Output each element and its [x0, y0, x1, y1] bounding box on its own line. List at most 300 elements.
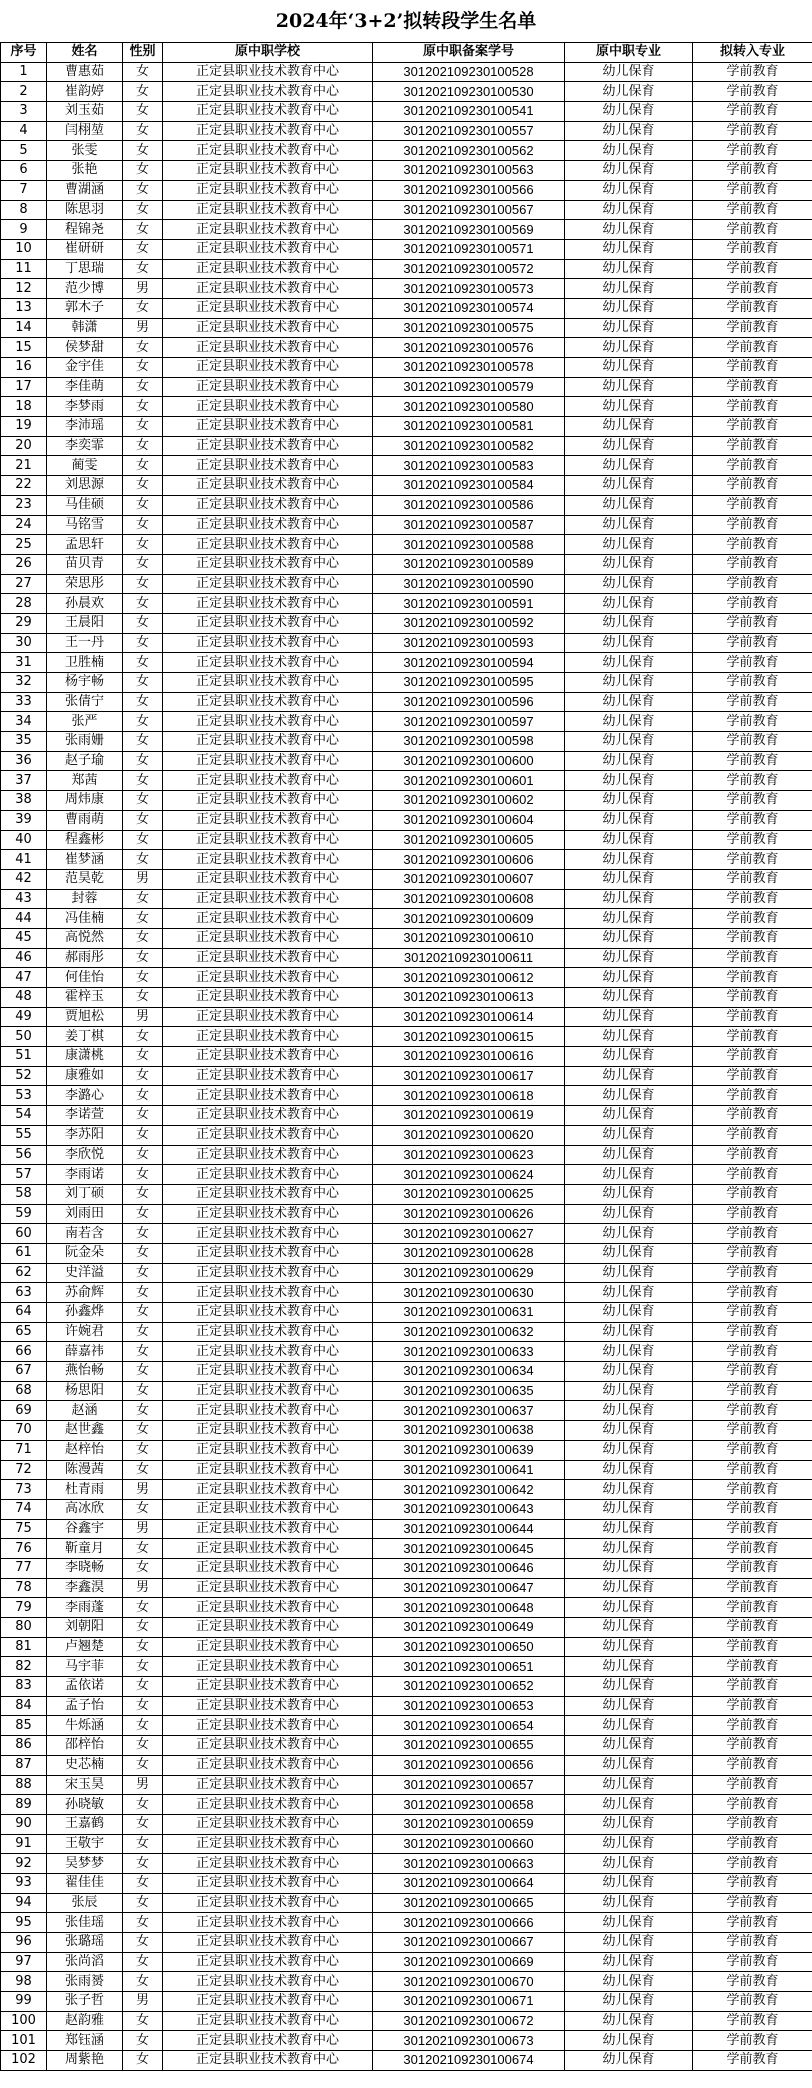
row-number: 22	[1, 476, 47, 496]
registration-number: 301202109230100626	[373, 1204, 565, 1224]
row-number: 55	[1, 1125, 47, 1145]
target-major: 学前教育	[693, 1086, 812, 1106]
student-gender: 女	[123, 613, 163, 633]
origin-school: 正定县职业技术教育中心	[163, 121, 373, 141]
row-number: 35	[1, 732, 47, 752]
table-row	[1, 988, 812, 1008]
table-row	[1, 1972, 812, 1992]
registration-number: 301202109230100623	[373, 1145, 565, 1165]
registration-number: 301202109230100648	[373, 1598, 565, 1618]
column-header: 序号	[1, 43, 47, 63]
student-gender: 女	[123, 909, 163, 929]
table-row	[1, 1106, 812, 1126]
origin-major: 幼儿保育	[565, 1106, 693, 1126]
registration-number: 301202109230100669	[373, 1952, 565, 1972]
registration-number: 301202109230100569	[373, 220, 565, 240]
registration-number: 301202109230100582	[373, 436, 565, 456]
origin-school: 正定县职业技术教育中心	[163, 1027, 373, 1047]
table-row	[1, 1480, 812, 1500]
row-number: 71	[1, 1440, 47, 1460]
student-name: 孟依诺	[47, 1677, 123, 1697]
registration-number: 301202109230100562	[373, 141, 565, 161]
origin-major: 幼儿保育	[565, 259, 693, 279]
origin-major: 幼儿保育	[565, 1716, 693, 1736]
row-number: 14	[1, 318, 47, 338]
table-row	[1, 180, 812, 200]
student-gender: 女	[123, 1618, 163, 1638]
origin-major: 幼儿保育	[565, 1795, 693, 1815]
origin-school: 正定县职业技术教育中心	[163, 377, 373, 397]
registration-number: 301202109230100575	[373, 318, 565, 338]
origin-school: 正定县职业技术教育中心	[163, 948, 373, 968]
row-number: 26	[1, 554, 47, 574]
origin-school: 正定县职业技术教育中心	[163, 1184, 373, 1204]
student-gender: 女	[123, 1637, 163, 1657]
table-row	[1, 318, 812, 338]
student-gender: 女	[123, 1558, 163, 1578]
target-major: 学前教育	[693, 1558, 812, 1578]
registration-number: 301202109230100671	[373, 1992, 565, 2012]
row-number: 85	[1, 1716, 47, 1736]
registration-number: 301202109230100624	[373, 1165, 565, 1185]
registration-number: 301202109230100566	[373, 180, 565, 200]
student-gender: 女	[123, 712, 163, 732]
table-row	[1, 673, 812, 693]
student-gender: 女	[123, 1873, 163, 1893]
row-number: 41	[1, 850, 47, 870]
student-gender: 女	[123, 1027, 163, 1047]
registration-number: 301202109230100637	[373, 1401, 565, 1421]
student-gender: 女	[123, 397, 163, 417]
table-row	[1, 1342, 812, 1362]
table-row	[1, 1243, 812, 1263]
table-row	[1, 1598, 812, 1618]
row-number: 25	[1, 535, 47, 555]
origin-school: 正定县职业技术教育中心	[163, 1952, 373, 1972]
row-number: 44	[1, 909, 47, 929]
student-gender: 女	[123, 1342, 163, 1362]
student-name: 李雨诺	[47, 1165, 123, 1185]
column-header: 拟转入专业	[693, 43, 812, 63]
origin-school: 正定县职业技术教育中心	[163, 495, 373, 515]
student-gender: 女	[123, 456, 163, 476]
row-number: 87	[1, 1755, 47, 1775]
origin-major: 幼儿保育	[565, 909, 693, 929]
origin-major: 幼儿保育	[565, 791, 693, 811]
student-gender: 女	[123, 476, 163, 496]
student-name: 李梦雨	[47, 397, 123, 417]
origin-school: 正定县职业技术教育中心	[163, 2031, 373, 2051]
student-name: 贾旭松	[47, 1007, 123, 1027]
row-number: 101	[1, 2031, 47, 2051]
row-number: 61	[1, 1243, 47, 1263]
row-number: 16	[1, 358, 47, 378]
registration-number: 301202109230100663	[373, 1854, 565, 1874]
target-major: 学前教育	[693, 850, 812, 870]
student-table	[0, 42, 812, 2071]
origin-major: 幼儿保育	[565, 62, 693, 82]
table-row	[1, 1362, 812, 1382]
student-name: 范昊乾	[47, 869, 123, 889]
row-number: 75	[1, 1519, 47, 1539]
registration-number: 301202109230100571	[373, 239, 565, 259]
registration-number: 301202109230100674	[373, 2051, 565, 2071]
row-number: 89	[1, 1795, 47, 1815]
table-row	[1, 82, 812, 102]
origin-major: 幼儿保育	[565, 1086, 693, 1106]
origin-major: 幼儿保育	[565, 180, 693, 200]
origin-school: 正定县职业技术教育中心	[163, 1618, 373, 1638]
target-major: 学前教育	[693, 318, 812, 338]
column-header: 原中职专业	[565, 43, 693, 63]
origin-school: 正定县职业技术教育中心	[163, 1401, 373, 1421]
origin-school: 正定县职业技术教育中心	[163, 62, 373, 82]
table-row	[1, 1952, 812, 1972]
origin-school: 正定县职业技术教育中心	[163, 830, 373, 850]
origin-school: 正定县职业技术教育中心	[163, 397, 373, 417]
row-number: 78	[1, 1578, 47, 1598]
row-number: 96	[1, 1933, 47, 1953]
origin-school: 正定县职业技术教育中心	[163, 417, 373, 437]
student-gender: 男	[123, 1578, 163, 1598]
origin-major: 幼儿保育	[565, 1362, 693, 1382]
origin-major: 幼儿保育	[565, 1677, 693, 1697]
student-name: 闫栩堃	[47, 121, 123, 141]
student-gender: 男	[123, 1992, 163, 2012]
origin-school: 正定县职业技术教育中心	[163, 2051, 373, 2071]
origin-major: 幼儿保育	[565, 476, 693, 496]
student-name: 孙晨欢	[47, 594, 123, 614]
origin-school: 正定县职业技术教育中心	[163, 220, 373, 240]
table-row	[1, 1283, 812, 1303]
registration-number: 301202109230100598	[373, 732, 565, 752]
origin-major: 幼儿保育	[565, 239, 693, 259]
table-row	[1, 928, 812, 948]
table-row	[1, 1578, 812, 1598]
origin-school: 正定县职业技术教育中心	[163, 239, 373, 259]
registration-number: 301202109230100578	[373, 358, 565, 378]
registration-number: 301202109230100620	[373, 1125, 565, 1145]
origin-major: 幼儿保育	[565, 1913, 693, 1933]
table-row	[1, 810, 812, 830]
row-number: 27	[1, 574, 47, 594]
student-gender: 女	[123, 1598, 163, 1618]
target-major: 学前教育	[693, 180, 812, 200]
target-major: 学前教育	[693, 1204, 812, 1224]
registration-number: 301202109230100602	[373, 791, 565, 811]
origin-school: 正定县职业技术教育中心	[163, 102, 373, 122]
student-name: 孙晓敏	[47, 1795, 123, 1815]
table-row	[1, 102, 812, 122]
registration-number: 301202109230100625	[373, 1184, 565, 1204]
student-gender: 女	[123, 1184, 163, 1204]
table-row	[1, 1224, 812, 1244]
registration-number: 301202109230100635	[373, 1381, 565, 1401]
registration-number: 301202109230100607	[373, 869, 565, 889]
origin-major: 幼儿保育	[565, 1814, 693, 1834]
row-number: 7	[1, 180, 47, 200]
student-gender: 女	[123, 1440, 163, 1460]
origin-major: 幼儿保育	[565, 712, 693, 732]
registration-number: 301202109230100588	[373, 535, 565, 555]
table-row	[1, 1303, 812, 1323]
table-row	[1, 259, 812, 279]
row-number: 19	[1, 417, 47, 437]
registration-number: 301202109230100641	[373, 1460, 565, 1480]
student-name: 曹惠茹	[47, 62, 123, 82]
student-name: 马佳硕	[47, 495, 123, 515]
table-row	[1, 948, 812, 968]
origin-major: 幼儿保育	[565, 1499, 693, 1519]
origin-major: 幼儿保育	[565, 2051, 693, 2071]
target-major: 学前教育	[693, 200, 812, 220]
student-name: 崔梦涵	[47, 850, 123, 870]
target-major: 学前教育	[693, 1421, 812, 1441]
row-number: 77	[1, 1558, 47, 1578]
origin-school: 正定县职业技术教育中心	[163, 318, 373, 338]
origin-major: 幼儿保育	[565, 141, 693, 161]
registration-number: 301202109230100633	[373, 1342, 565, 1362]
target-major: 学前教育	[693, 1657, 812, 1677]
table-row	[1, 1558, 812, 1578]
origin-school: 正定县职业技术教育中心	[163, 633, 373, 653]
target-major: 学前教育	[693, 1873, 812, 1893]
student-gender: 女	[123, 1972, 163, 1992]
row-number: 36	[1, 751, 47, 771]
origin-school: 正定县职业技术教育中心	[163, 1303, 373, 1323]
registration-number: 301202109230100567	[373, 200, 565, 220]
registration-number: 301202109230100634	[373, 1362, 565, 1382]
origin-school: 正定县职业技术教育中心	[163, 673, 373, 693]
student-gender: 女	[123, 1283, 163, 1303]
origin-school: 正定县职业技术教育中心	[163, 712, 373, 732]
row-number: 73	[1, 1480, 47, 1500]
origin-major: 幼儿保育	[565, 1598, 693, 1618]
row-number: 50	[1, 1027, 47, 1047]
origin-school: 正定县职业技术教育中心	[163, 988, 373, 1008]
registration-number: 301202109230100642	[373, 1480, 565, 1500]
student-gender: 女	[123, 810, 163, 830]
registration-number: 301202109230100583	[373, 456, 565, 476]
student-name: 张辰	[47, 1893, 123, 1913]
origin-school: 正定县职业技术教育中心	[163, 1362, 373, 1382]
target-major: 学前教育	[693, 62, 812, 82]
row-number: 76	[1, 1539, 47, 1559]
registration-number: 301202109230100651	[373, 1657, 565, 1677]
student-name: 赵梓怡	[47, 1440, 123, 1460]
origin-school: 正定县职业技术教育中心	[163, 1165, 373, 1185]
table-row	[1, 1440, 812, 1460]
page-title: 2024年‘3+2’拟转段学生名单	[275, 10, 537, 32]
target-major: 学前教育	[693, 2011, 812, 2031]
student-name: 张佳瑶	[47, 1913, 123, 1933]
registration-number: 301202109230100612	[373, 968, 565, 988]
target-major: 学前教育	[693, 1224, 812, 1244]
student-name: 阮金朵	[47, 1243, 123, 1263]
registration-number: 301202109230100601	[373, 771, 565, 791]
table-row	[1, 1322, 812, 1342]
table-row	[1, 1421, 812, 1441]
origin-major: 幼儿保育	[565, 633, 693, 653]
origin-school: 正定县职业技术教育中心	[163, 1755, 373, 1775]
target-major: 学前教育	[693, 810, 812, 830]
table-row	[1, 968, 812, 988]
origin-major: 幼儿保育	[565, 220, 693, 240]
student-name: 封蓉	[47, 889, 123, 909]
origin-school: 正定县职业技术教育中心	[163, 1558, 373, 1578]
row-number: 10	[1, 239, 47, 259]
origin-major: 幼儿保育	[565, 1952, 693, 1972]
row-number: 67	[1, 1362, 47, 1382]
student-gender: 女	[123, 2011, 163, 2031]
row-number: 1	[1, 62, 47, 82]
table-row	[1, 377, 812, 397]
target-major: 学前教育	[693, 417, 812, 437]
student-gender: 女	[123, 1263, 163, 1283]
registration-number: 301202109230100593	[373, 633, 565, 653]
row-number: 68	[1, 1381, 47, 1401]
table-row	[1, 889, 812, 909]
student-name: 苏俞辉	[47, 1283, 123, 1303]
row-number: 102	[1, 2051, 47, 2071]
target-major: 学前教育	[693, 1243, 812, 1263]
student-gender: 女	[123, 1657, 163, 1677]
origin-major: 幼儿保育	[565, 1224, 693, 1244]
student-name: 许婉君	[47, 1322, 123, 1342]
origin-school: 正定县职业技术教育中心	[163, 1637, 373, 1657]
registration-number: 301202109230100596	[373, 692, 565, 712]
registration-number: 301202109230100632	[373, 1322, 565, 1342]
target-major: 学前教育	[693, 1066, 812, 1086]
origin-school: 正定县职业技术教育中心	[163, 1086, 373, 1106]
origin-school: 正定县职业技术教育中心	[163, 2011, 373, 2031]
target-major: 学前教育	[693, 1618, 812, 1638]
student-gender: 女	[123, 298, 163, 318]
origin-major: 幼儿保育	[565, 161, 693, 181]
origin-major: 幼儿保育	[565, 102, 693, 122]
origin-major: 幼儿保育	[565, 1145, 693, 1165]
origin-school: 正定县职业技术教育中心	[163, 1204, 373, 1224]
table-row	[1, 732, 812, 752]
target-major: 学前教育	[693, 1539, 812, 1559]
student-gender: 女	[123, 1401, 163, 1421]
target-major: 学前教育	[693, 1755, 812, 1775]
target-major: 学前教育	[693, 1303, 812, 1323]
student-gender: 女	[123, 1716, 163, 1736]
table-row	[1, 1913, 812, 1933]
origin-major: 幼儿保育	[565, 810, 693, 830]
registration-number: 301202109230100594	[373, 653, 565, 673]
origin-major: 幼儿保育	[565, 830, 693, 850]
student-name: 张雯	[47, 141, 123, 161]
origin-major: 幼儿保育	[565, 338, 693, 358]
origin-major: 幼儿保育	[565, 1421, 693, 1441]
row-number: 69	[1, 1401, 47, 1421]
table-row	[1, 594, 812, 614]
row-number: 66	[1, 1342, 47, 1362]
student-gender: 女	[123, 692, 163, 712]
row-number: 94	[1, 1893, 47, 1913]
origin-school: 正定县职业技术教育中心	[163, 1893, 373, 1913]
student-gender: 女	[123, 1224, 163, 1244]
origin-major: 幼儿保育	[565, 1755, 693, 1775]
registration-number: 301202109230100576	[373, 338, 565, 358]
row-number: 11	[1, 259, 47, 279]
target-major: 学前教育	[693, 771, 812, 791]
registration-number: 301202109230100584	[373, 476, 565, 496]
student-name: 宋玉昊	[47, 1775, 123, 1795]
student-name: 刘朝阳	[47, 1618, 123, 1638]
table-row	[1, 535, 812, 555]
student-name: 丁思瑞	[47, 259, 123, 279]
table-row	[1, 692, 812, 712]
origin-major: 幼儿保育	[565, 1834, 693, 1854]
student-gender: 女	[123, 928, 163, 948]
row-number: 2	[1, 82, 47, 102]
origin-school: 正定县职业技术教育中心	[163, 751, 373, 771]
origin-school: 正定县职业技术教育中心	[163, 1814, 373, 1834]
target-major: 学前教育	[693, 909, 812, 929]
row-number: 48	[1, 988, 47, 1008]
student-name: 霍梓玉	[47, 988, 123, 1008]
origin-school: 正定县职业技术教育中心	[163, 82, 373, 102]
origin-major: 幼儿保育	[565, 1933, 693, 1953]
table-row	[1, 2051, 812, 2071]
registration-number: 301202109230100597	[373, 712, 565, 732]
row-number: 24	[1, 515, 47, 535]
origin-major: 幼儿保育	[565, 1066, 693, 1086]
origin-school: 正定县职业技术教育中心	[163, 141, 373, 161]
student-gender: 女	[123, 180, 163, 200]
column-header: 原中职学校	[163, 43, 373, 63]
origin-major: 幼儿保育	[565, 121, 693, 141]
registration-number: 301202109230100650	[373, 1637, 565, 1657]
registration-number: 301202109230100664	[373, 1873, 565, 1893]
student-gender: 女	[123, 220, 163, 240]
origin-major: 幼儿保育	[565, 1283, 693, 1303]
student-gender: 女	[123, 436, 163, 456]
student-gender: 女	[123, 732, 163, 752]
target-major: 学前教育	[693, 633, 812, 653]
table-row	[1, 1539, 812, 1559]
registration-number: 301202109230100557	[373, 121, 565, 141]
target-major: 学前教育	[693, 102, 812, 122]
origin-major: 幼儿保育	[565, 692, 693, 712]
origin-major: 幼儿保育	[565, 1854, 693, 1874]
registration-number: 301202109230100611	[373, 948, 565, 968]
registration-number: 301202109230100580	[373, 397, 565, 417]
origin-major: 幼儿保育	[565, 1578, 693, 1598]
student-name: 刘玉茹	[47, 102, 123, 122]
table-row	[1, 850, 812, 870]
student-gender: 男	[123, 869, 163, 889]
target-major: 学前教育	[693, 1972, 812, 1992]
student-gender: 女	[123, 377, 163, 397]
registration-number: 301202109230100609	[373, 909, 565, 929]
origin-school: 正定县职业技术教育中心	[163, 515, 373, 535]
origin-major: 幼儿保育	[565, 417, 693, 437]
registration-number: 301202109230100629	[373, 1263, 565, 1283]
student-gender: 女	[123, 988, 163, 1008]
origin-major: 幼儿保育	[565, 554, 693, 574]
origin-school: 正定县职业技术教育中心	[163, 791, 373, 811]
row-number: 21	[1, 456, 47, 476]
table-row	[1, 869, 812, 889]
registration-number: 301202109230100579	[373, 377, 565, 397]
origin-major: 幼儿保育	[565, 1893, 693, 1913]
origin-major: 幼儿保育	[565, 1243, 693, 1263]
origin-major: 幼儿保育	[565, 988, 693, 1008]
